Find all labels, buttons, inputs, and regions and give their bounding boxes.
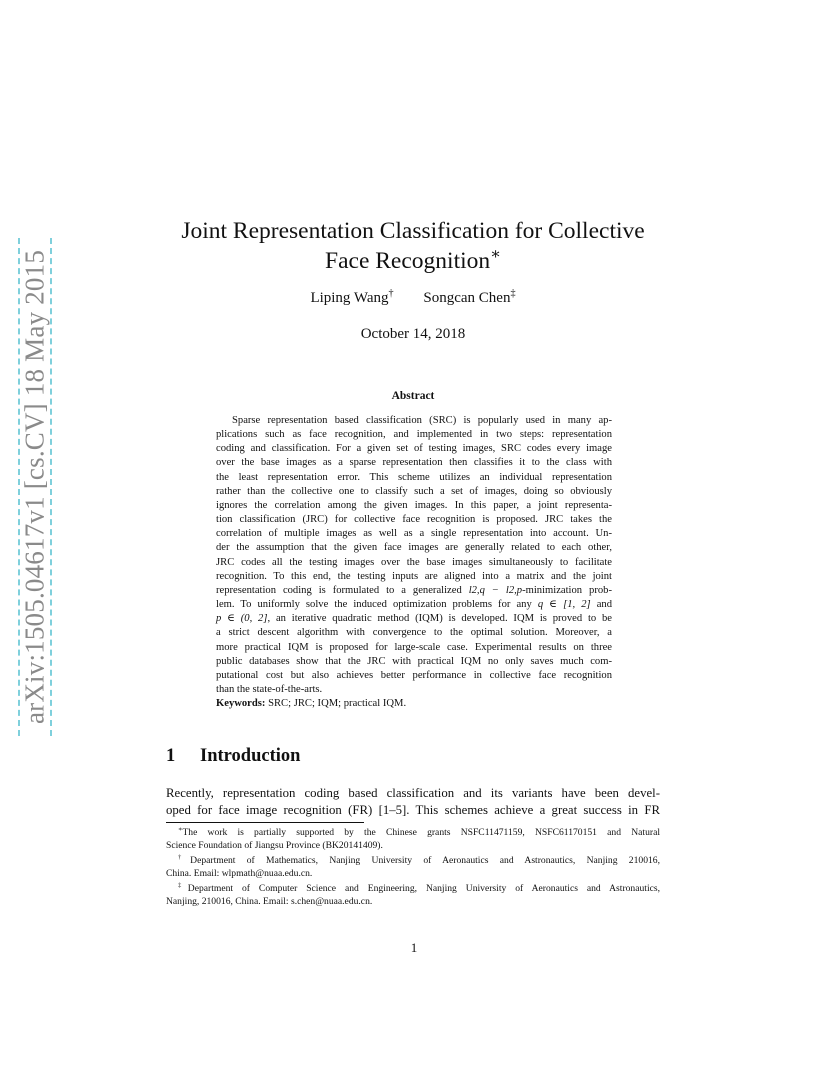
footnote-text: The work is partially supported by the Chinese grants NSFC11471159, NSFC61170151 and Natural	[182, 827, 660, 838]
abstract-line: correlation of multiple images as well as a single representation into account. Un-	[216, 528, 612, 540]
title-footnote-marker: ∗	[490, 246, 501, 264]
math-norm-expression: l2,q − l2,p	[468, 584, 523, 596]
author-1-marker: †	[388, 288, 394, 299]
math-p-range: p ∈ (0, 2]	[216, 613, 268, 625]
section-number: 1	[166, 746, 176, 766]
footnote-line	[166, 826, 660, 839]
author-list	[200, 290, 626, 307]
paper-title	[150, 216, 676, 276]
abstract-line: the least representation error. This scheme utilizes an individual representation	[216, 471, 612, 483]
abstract-line: over the base images as a sparse representation then classifies it to the class with	[216, 457, 612, 469]
abstract-line: rather than the collective one to classify such a set of images, doing so obviously	[216, 485, 612, 497]
footnote-affiliation-1	[166, 854, 660, 881]
title-line-1: Joint Representation Classification for Collective	[181, 218, 645, 244]
abstract-line-15-text: , an iterative quadratic method (IQM) is developed. IQM is proved to be	[267, 613, 613, 625]
abstract-line: a strict descent algorithm with convergence to the optimal solution. Moreover, a	[216, 627, 612, 639]
author-1	[310, 290, 393, 307]
abstract-line: coding and classification. For a given set of testing images, SRC codes every image	[216, 443, 612, 455]
abstract-line-13-tail: -minimization prob-	[522, 584, 612, 596]
abstract-line: recognition. To this end, the testing inputs are aligned into a matrix and the joint	[216, 570, 612, 582]
abstract-body	[216, 414, 612, 711]
abstract-line: plications such as face recognition, and implemented in two steps: representation	[216, 429, 612, 441]
author-2-marker: ‡	[510, 288, 516, 299]
footnote-marker: ‡	[178, 881, 188, 889]
abstract-line	[216, 598, 612, 612]
intro-line: oped for face image recognition (FR) [1–5]. This schemes achieve a great success in FR	[166, 803, 660, 817]
footnote-line: Nanjing, 210016, China. Email: s.chen@nuaa.edu.cn.	[166, 896, 373, 908]
abstract-line: ignores the correlation among the given images. In this paper, a joint representa-	[216, 499, 612, 511]
footnote-text: Department of Mathematics, Nanjing University of Aeronautics and Astronautics, Nanjing 210016,	[190, 854, 660, 866]
abstract-line	[216, 612, 612, 626]
footnote-line: Science Foundation of Jiangsu Province (BK20141409).	[166, 840, 383, 852]
abstract-line	[216, 584, 612, 598]
author-2	[423, 290, 515, 307]
abstract-line: tion classification (JRC) for collective face recognition is proposed. JRC takes the	[216, 514, 612, 526]
abstract-line: more practical IQM is proposed for large-scale case. Experimental results on three	[216, 641, 612, 653]
author-1-name: Liping Wang	[310, 290, 389, 306]
keywords-label: Keywords:	[216, 698, 266, 710]
keywords	[216, 697, 612, 711]
abstract-line: putational cost but also achieves better performance in collective face recognition	[216, 669, 612, 681]
abstract-heading: Abstract	[391, 390, 435, 402]
math-q-range: q ∈ [1, 2]	[537, 599, 591, 611]
introduction-body	[166, 785, 660, 819]
paper-date: October 14, 2018	[360, 326, 466, 342]
intro-line: Recently, representation coding based classification and its variants have been devel-	[166, 786, 660, 800]
section-title: Introduction	[200, 746, 301, 766]
footnote-marker: ∗	[178, 825, 183, 833]
footnote-funding	[166, 826, 660, 853]
abstract-line: public databases show that the JRC with practical IQM no only saves much com-	[216, 655, 612, 667]
arxiv-identifier-text: arXiv:1505.04617v1 [cs.CV] 18 May 2015	[19, 249, 50, 725]
abstract-line: der the assumption that the given face images are generally related to each other,	[216, 542, 612, 554]
footnote-rule	[166, 822, 364, 823]
footnote-affiliation-2	[166, 882, 660, 909]
section-heading-introduction	[166, 746, 300, 767]
footnote-line	[166, 882, 660, 895]
title-line-2	[150, 246, 676, 276]
footnote-text: Department of Computer Science and Engineering, Nanjing University of Aeronautics and Astronautics,	[187, 882, 661, 894]
footnote-line	[166, 854, 660, 867]
abstract-line-13-text: representation coding is formulated to a generalized	[216, 584, 469, 596]
page-number: 1	[410, 940, 418, 955]
abstract-line-14-text: lem. To uniformly solve the induced optimization problems for any	[216, 599, 538, 611]
keywords-list: SRC; JRC; IQM; practical IQM.	[268, 698, 407, 710]
footnote-line: China. Email: wlpmath@nuaa.edu.cn.	[166, 868, 313, 880]
abstract-line-14-tail: and	[590, 599, 612, 611]
title-line-2-text: Face Recognition	[325, 248, 491, 274]
footnotes	[166, 826, 660, 909]
author-2-name: Songcan Chen	[423, 290, 511, 306]
arxiv-identifier-stamp	[18, 238, 52, 736]
abstract-line: than the state-of-the-arts.	[216, 683, 323, 695]
footnote-marker: †	[178, 853, 191, 861]
abstract-line: JRC codes all the testing images over the base images simultaneously to facilitate	[216, 556, 612, 568]
abstract-line: Sparse representation based classification (SRC) is popularly used in many ap-	[232, 415, 612, 426]
